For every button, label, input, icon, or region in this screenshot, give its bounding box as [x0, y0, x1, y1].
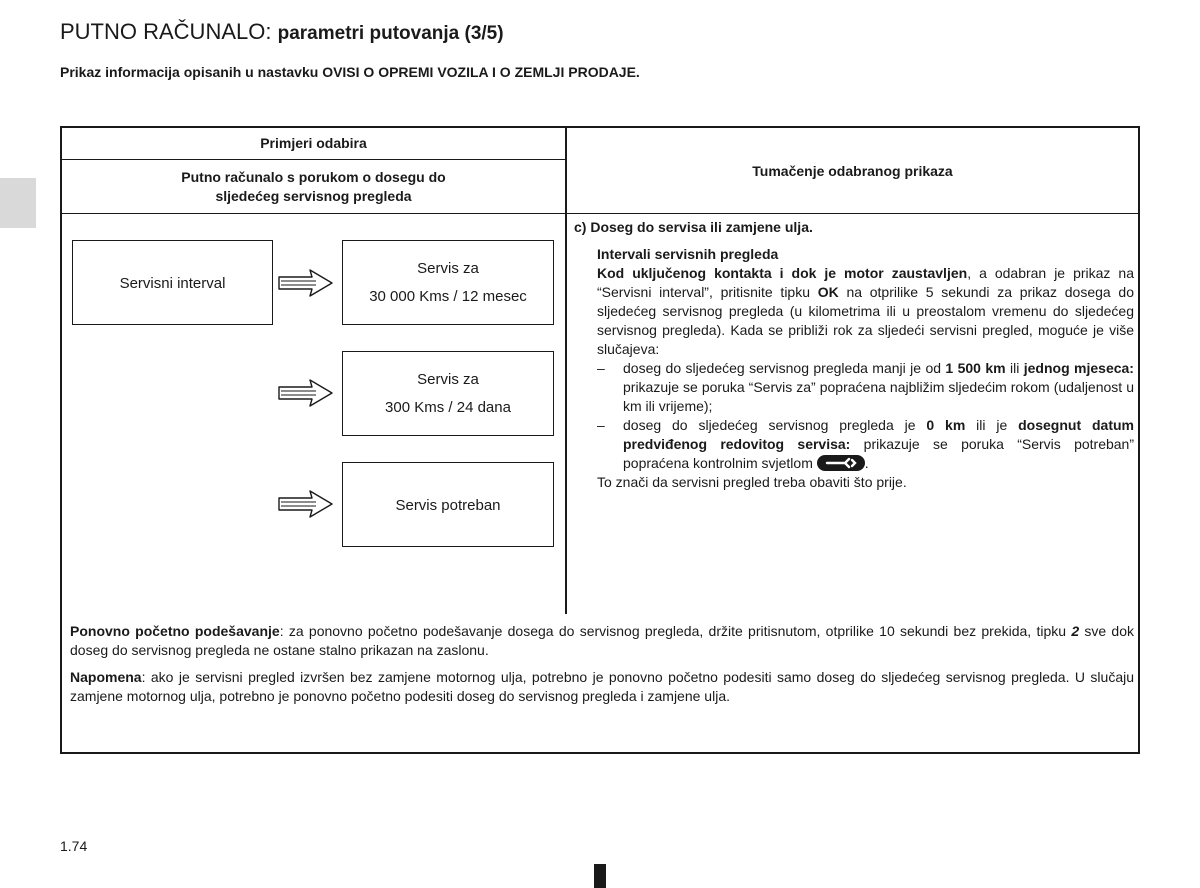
text: doseg do sljedećeg servisnog pregleda je — [623, 417, 927, 433]
interpretation-header: Tumačenje odabranog prikaza — [752, 163, 953, 179]
bold-text: Napomena — [70, 669, 142, 685]
remark-note — [70, 668, 1134, 706]
screen-label: Servis potreban — [395, 497, 501, 514]
bold-text: Ponovno početno podešavanje — [70, 623, 280, 639]
section-body — [597, 245, 1134, 492]
double-arrow-icon — [278, 489, 334, 519]
text: : za ponovno početno podešavanje dosega do servisnog pregleda, držite pritisnutom, otprilike 10 sekundi bez prekida, tipku — [279, 623, 1072, 639]
page-marker — [594, 864, 606, 888]
reset-note — [70, 622, 1134, 660]
text: , a odabran je prikaz na “Servisni interval”, pritisnite tipku — [597, 265, 1134, 300]
bold-text: dosegnut datum predviđenog redovitog servisa: — [623, 417, 1134, 452]
screen-service-due — [342, 240, 554, 325]
page-number: 1.74 — [60, 838, 88, 854]
intro-note: Prikaz informacija opisanih u nastavku OVISI O OPREMI VOZILA I O ZEMLJI PRODAJE. — [60, 64, 640, 80]
trip-header-line: Putno računalo s porukom o dosegu do — [181, 169, 446, 185]
screen-label: Servis za — [417, 260, 479, 277]
text: doseg do sljedećeg servisnog pregleda manji je od — [623, 360, 946, 376]
text: . — [864, 455, 869, 471]
list-item — [597, 416, 1134, 473]
screen-service-required — [342, 462, 554, 547]
bold-text: Kod uključenog kontakta i dok je motor zaustavljen — [597, 265, 968, 281]
screen-value: 30 000 Kms / 12 mesec — [369, 288, 527, 305]
row-divider — [62, 159, 565, 160]
page-title — [60, 19, 504, 45]
bold-text: 1 500 km — [945, 360, 1006, 376]
row-divider — [62, 213, 1138, 214]
text: : ako je servisni pregled izvršen bez zamjene motornog ulja, potrebno je ponovno početno podesiti samo doseg do sljedećeg servisnog pregleda. U slučaju zamjene motornog ulja, potrebno je ponovno početno podesiti doseg do servisnog pregleda i zamjene ulja. — [70, 669, 1134, 704]
list-item — [597, 359, 1134, 416]
list-text — [623, 416, 1134, 473]
ok-key: OK — [817, 284, 839, 300]
screen-label: Servis za — [417, 371, 479, 388]
trip-header-line: sljedećeg servisnog pregleda — [215, 188, 412, 204]
text: na otprilike 5 sekundi za prikaz dosega do sljedećeg servisnog pregleda (u kilometrima ili u preostalom vremenu do sljedećeg servisnog pregleda). Kada se približi rok za sljedeći servisni pregled, moguće je više slučajeva: — [597, 284, 1134, 357]
list-text — [623, 359, 1134, 416]
double-arrow-icon — [278, 378, 334, 408]
double-arrow-icon — [278, 268, 334, 298]
notes — [70, 622, 1134, 714]
bold-text: 0 km — [926, 417, 966, 433]
list-dash: – — [597, 360, 605, 376]
screen-service-interval — [72, 240, 273, 325]
text: prikazuje se poruka “Servis potreban” popraćena kontrolnim svjetlom — [623, 436, 1134, 471]
screen-service-due-short — [342, 351, 554, 436]
screen-value: 300 Kms / 24 dana — [385, 399, 511, 416]
text: sve dok doseg do servisnog pregleda ne ostane stalno prikazan na zaslonu. — [70, 623, 1135, 658]
title-main: PUTNO RAČUNALO: — [60, 19, 272, 44]
trip-computer-header — [62, 168, 565, 206]
closing-text: To znači da servisni pregled treba obaviti što prije. — [597, 474, 907, 490]
section-tab — [0, 178, 36, 228]
column-divider — [565, 128, 567, 614]
wrench-warning-icon — [817, 455, 865, 471]
info-table — [60, 126, 1140, 754]
bold-text: jednog mjeseca: — [1023, 360, 1134, 376]
title-sub: parametri putovanja (3/5) — [277, 23, 504, 44]
screen-label: Servisni interval — [119, 275, 226, 292]
list-dash: – — [597, 417, 605, 433]
section-heading: c) Doseg do servisa ili zamjene ulja. — [574, 219, 813, 235]
examples-header: Primjeri odabira — [260, 135, 367, 151]
sub-heading: Intervali servisnih pregleda — [597, 246, 779, 262]
key-2: 2 — [1071, 623, 1080, 639]
text: ili je — [965, 417, 1019, 433]
paragraph — [597, 264, 1134, 359]
text: ili — [1005, 360, 1024, 376]
text: prikazuje se poruka “Servis za” popraćena najbližim sljedećim rokom (udaljenost u km ili vrijeme); — [623, 379, 1134, 414]
interpretation-text — [574, 218, 1134, 492]
